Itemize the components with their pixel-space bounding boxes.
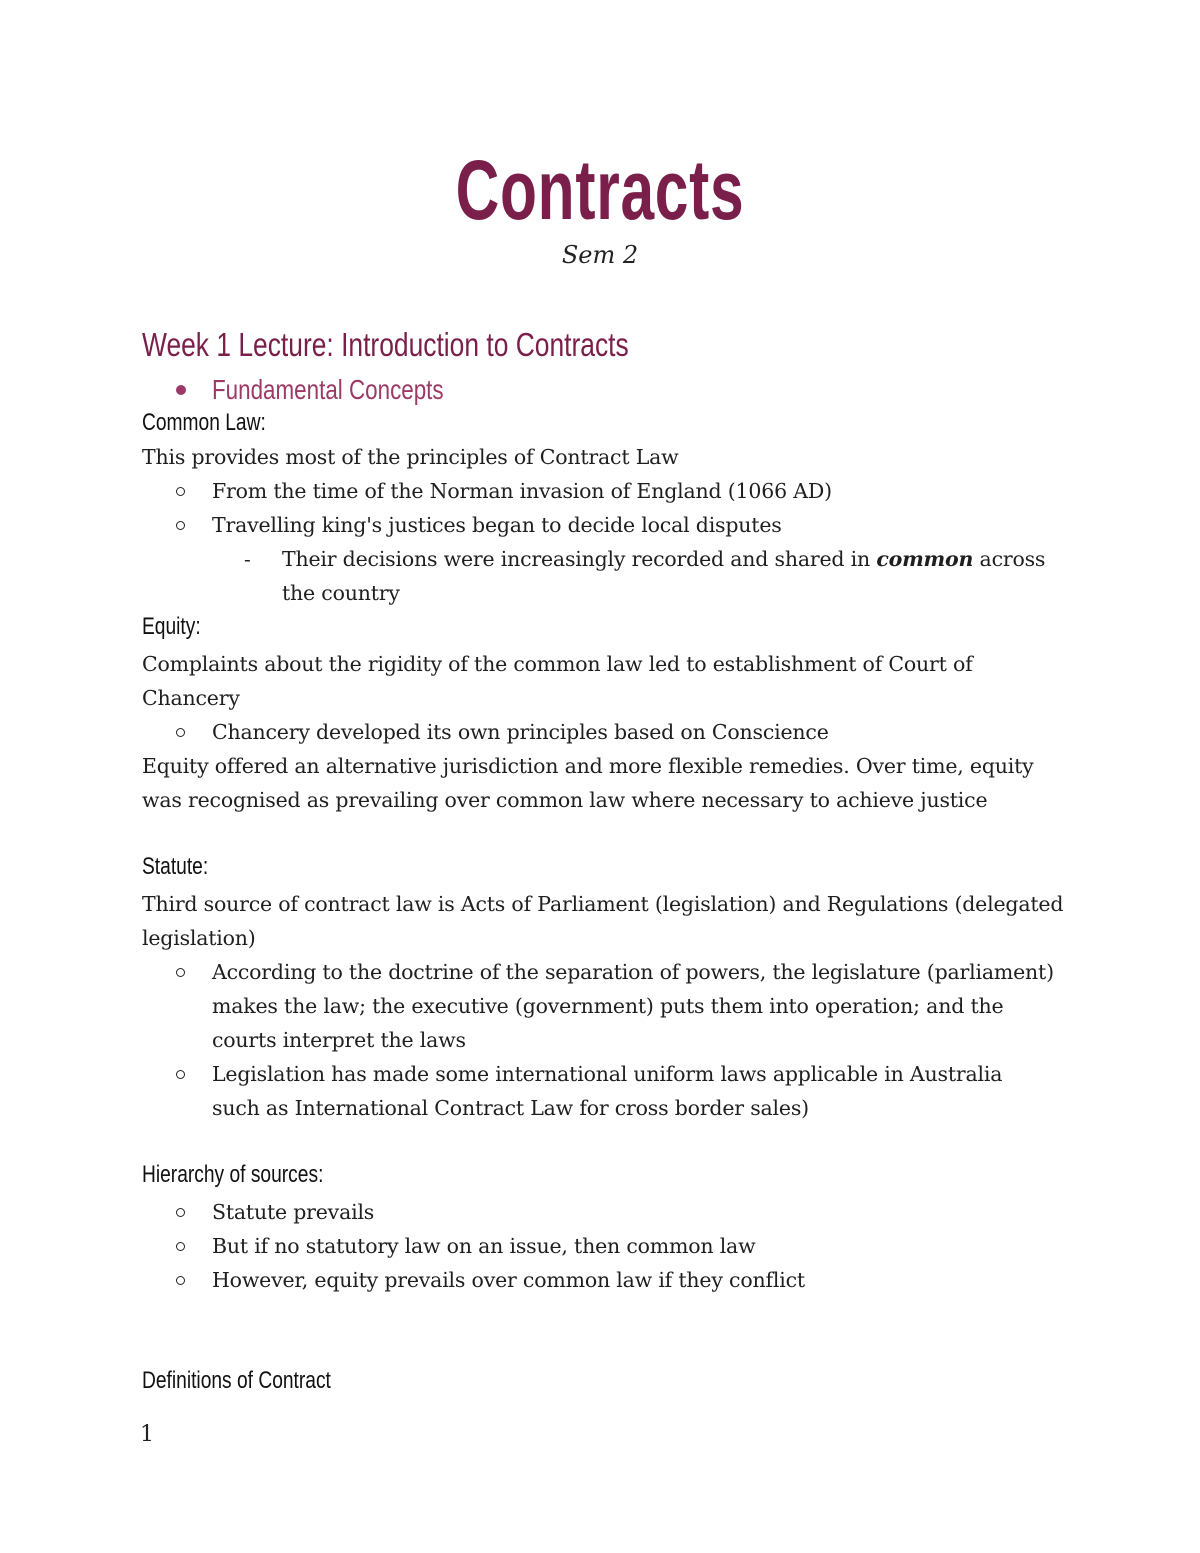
common-law-dash-line-2: the country [282,581,400,605]
circle-bullet-icon [176,968,185,977]
common-law-bullet-1: From the time of the Norman invasion of England (1066 AD) [212,479,832,503]
common-law-intro: This provides most of the principles of Contract Law [142,445,679,469]
circle-bullet-icon [176,1208,185,1217]
dash-bullet-icon: - [244,547,251,571]
hierarchy-label: Hierarchy of sources: [142,1161,324,1188]
statute-bullet-2-line-2: such as International Contract Law for cross border sales) [212,1096,809,1120]
definitions-label: Definitions of Contract [142,1367,331,1394]
circle-bullet-icon [176,1242,185,1251]
equity-bullet-1: Chancery developed its own principles based on Conscience [212,720,829,744]
statute-bullet-2-line-1: Legislation has made some international uniform laws applicable in Australia [212,1062,1003,1086]
common-law-bullet-2: Travelling king's justices began to decide local disputes [212,513,782,537]
dash-line-text-post: across [973,547,1046,571]
common-law-label: Common Law: [142,409,266,436]
equity-line-3: Equity offered an alternative jurisdiction and more flexible remedies. Over time, equity [142,754,1034,778]
equity-label: Equity: [142,613,201,640]
document-title: Contracts [455,143,745,237]
equity-line-1: Complaints about the rigidity of the common law led to establishment of Court of [142,652,973,676]
equity-line-2: Chancery [142,686,240,710]
hierarchy-bullet-2: But if no statutory law on an issue, then common law [212,1234,756,1258]
circle-bullet-icon [176,521,185,530]
page-number: 1 [140,1422,154,1447]
circle-bullet-icon [176,728,185,737]
statute-label: Statute: [142,853,209,880]
statute-bullet-1-line-3: courts interpret the laws [212,1028,466,1052]
common-law-dash-line-1 [282,542,1045,576]
statute-bullet-1-line-1: According to the doctrine of the separation of powers, the legislature (parliament) [212,960,1054,984]
equity-line-4: was recognised as prevailing over common law where necessary to achieve justice [142,788,988,812]
subheading-fundamental-concepts: Fundamental Concepts [212,374,444,405]
circle-bullet-icon [176,487,185,496]
circle-bullet-icon [176,1070,185,1079]
heading-bullet-icon [176,385,186,395]
lecture-heading: Week 1 Lecture: Introduction to Contracts [142,326,629,363]
hierarchy-bullet-3: However, equity prevails over common law if they conflict [212,1268,805,1292]
dash-line-emphasis: common [876,547,974,571]
statute-line-2: legislation) [142,926,256,950]
statute-bullet-1-line-2: makes the law; the executive (government) puts them into operation; and the [212,994,1004,1018]
statute-line-1: Third source of contract law is Acts of Parliament (legislation) and Regulations (delegated [142,892,1064,916]
dash-line-text-pre: Their decisions were increasingly recorded and shared in [282,547,877,571]
document-subtitle: Sem 2 [561,241,639,269]
circle-bullet-icon [176,1276,185,1285]
hierarchy-bullet-1: Statute prevails [212,1200,375,1224]
